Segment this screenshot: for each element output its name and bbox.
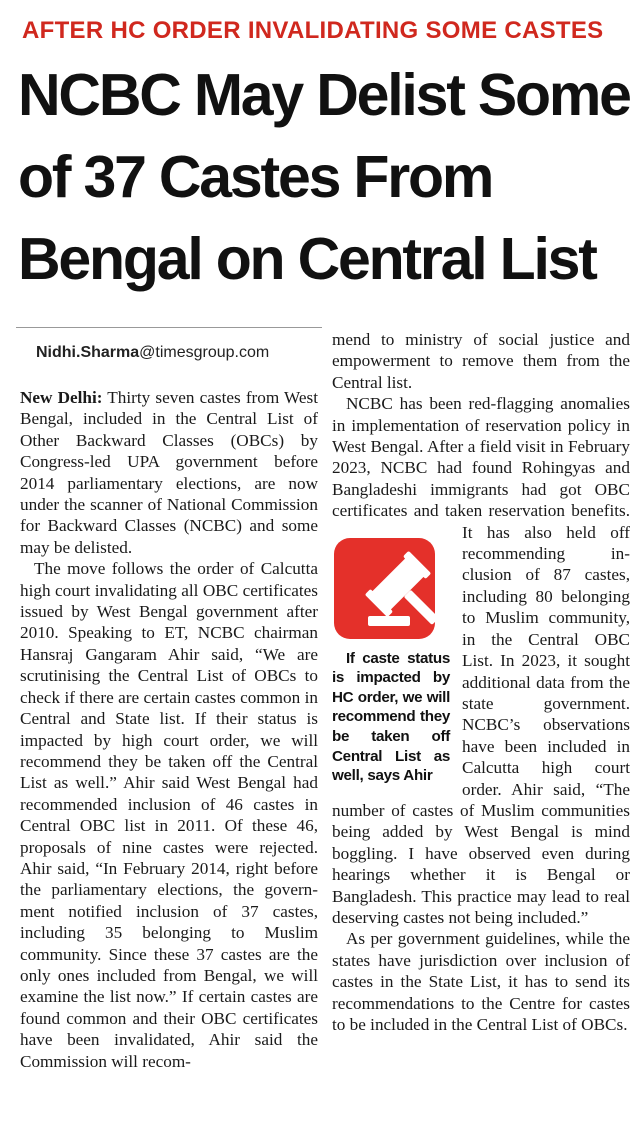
headline xyxy=(18,54,633,300)
dateline: New Delhi: xyxy=(20,388,103,407)
pull-quote-callout xyxy=(332,538,450,786)
byline-divider xyxy=(16,327,322,328)
gavel-icon xyxy=(334,538,435,639)
paragraph-1-text: Thirty seven castes from West Bengal, included in the Central List of Other Backward Classes (OBCs) by Congress-led UPA government before 2014 parliamentary elections, are now under the scanner of National Commission for Backward Classes (NCBC) and some may be delisted. xyxy=(20,388,318,557)
gavel-icon-graphic xyxy=(348,538,449,639)
paragraph-3-text: NCBC has been red-flagging anomalies in implementation of reservation policy in West Bengal. After a field visit in February 2023, NCBC had found Rohingyas and Bangladeshi immigrants had got OBC certificates and taken reservation benefits. It has also held off xyxy=(332,394,630,542)
byline xyxy=(36,342,336,364)
headline-line-3: Bengal on Central List xyxy=(18,226,596,292)
article-paragraph-2: The move follows the order of Calcutta high court invalidating all OBC certificates issued by West Bengal government after 2010. Speaking to ET, NCBC chairman Hansraj Gangaram Ahir said, “We are scrutinising the Central List of OBCs to check if there are certain castes common in Central and State list. If their status is impacted by high court order, we will recommend they be taken off the Central List as well.” Ahir said West Bengal had recommended inclusion of 46 castes in Central OBC list in 2011. Of these 46, proposals of nine castes were rejected. Ahir said, “In February 2014, right before the parliamentary elections, the government notified inclusion of 37 castes, including 35 belonging to Muslim community. Since these 37 castes are the only ones included from Bengal, we will examine the list now.” If certain castes are found common and their OBC certificates have been invalidated, Ahir said the Commission will recom- xyxy=(20,559,318,1071)
article-paragraph-3 xyxy=(332,393,630,928)
kicker: AFTER HC ORDER INVALIDATING SOME CASTES xyxy=(22,17,604,44)
article-paragraph-1 xyxy=(20,387,318,558)
article-paragraph-2-continued: mend to ministry of social justice and empowerment to remove them from the Central list. xyxy=(332,330,630,392)
headline-line-2: of 37 Castes From xyxy=(18,144,493,210)
column-2-flow xyxy=(332,329,630,393)
article-column-1 xyxy=(20,387,318,1139)
byline-name: Nidhi.Sharma xyxy=(36,344,140,361)
byline-domain: @timesgroup.com xyxy=(139,344,270,361)
paragraph-3-continued: recommending inclusion of 87 castes, including 80 belonging to Muslim community, in the Central OBC List. In 2023, it sought additional data from the state government. NCBC’s observations have been included in Calcutta high court order. Ahir said, “The number of castes of Muslim communities being added by West Bengal is mind boggling. I have observed even during hearings whether it is Bengal or Bangladesh. This practice may lead to real deserving castes not being included.” xyxy=(332,544,630,927)
article-paragraph-4: As per government guidelines, while the states have jurisdiction over inclusion of castes in the State List, it has to send its recommendations to the Centre for castes to be included in the Central List of OBCs. xyxy=(332,929,630,1034)
article-column-2 xyxy=(332,329,630,1139)
pull-quote-text: If caste status is impacted by HC order, we will recommend they be taken off Central List as well, says Ahir xyxy=(332,649,450,785)
headline-line-1: NCBC May Delist Some xyxy=(18,62,630,128)
